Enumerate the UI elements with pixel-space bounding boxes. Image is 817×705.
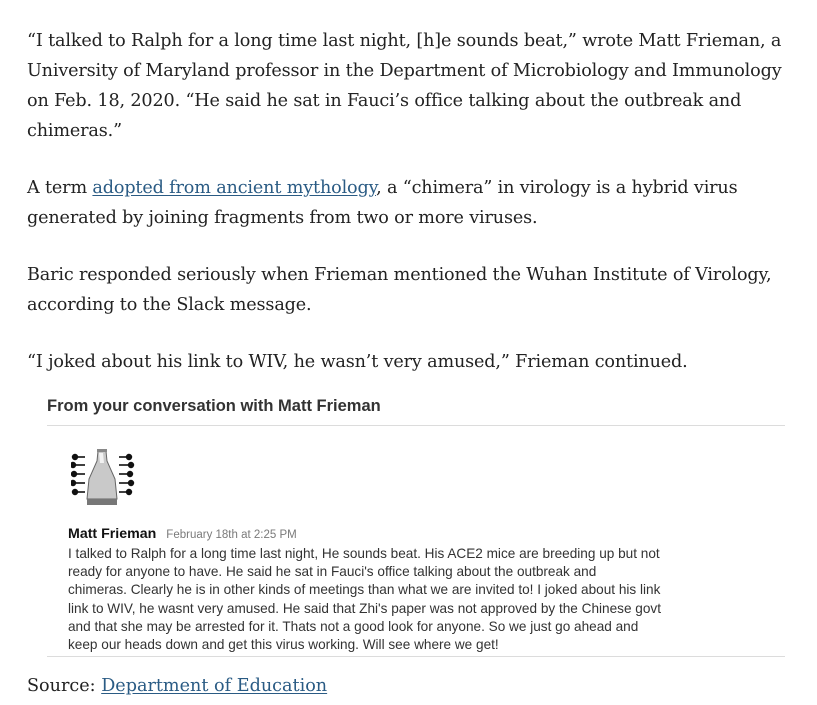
source-link[interactable]: Department of Education — [101, 676, 328, 696]
article-paragraph-1: “I talked to Ralph for a long time last night, [h]e sounds beat,” wrote Matt Frieman, a University of Maryland professor in the Department of Microbiology and Immunology on Feb. 18, 2020. “He said he sat in Fauci’s office talking about the outbreak and chimeras.” — [27, 31, 782, 141]
embed-bottom-divider — [47, 656, 785, 657]
slack-message — [47, 426, 785, 656]
source-label: Source: — [27, 676, 102, 696]
message-author[interactable]: Matt Frieman — [68, 526, 157, 542]
virus-avatar-icon — [71, 449, 135, 507]
paragraph-2-rest: , a “chimera” in virology is a hybrid virus generated by joining fragments from two or more viruses. — [27, 178, 738, 228]
message-header — [68, 525, 297, 543]
mythology-link[interactable]: adopted from ancient mythology — [92, 178, 377, 198]
article-body — [27, 26, 807, 404]
paragraph-2-lead: A term — [27, 178, 93, 198]
slack-message-embed — [47, 389, 785, 657]
source-line — [27, 672, 327, 700]
article-paragraph-3: Baric responded seriously when Frieman mentioned the Wuhan Institute of Virology, according to the Slack message. — [27, 265, 772, 315]
article-paragraph-2 — [27, 173, 807, 233]
message-timestamp: February 18th at 2:25 PM — [166, 529, 297, 541]
message-text: I talked to Ralph for a long time last night, He sounds beat. His ACE2 mice are breeding up but not ready for anyone to have. He said he sat in Fauci's office talking about the outbreak and chimeras. Clearly he is in other kinds of meetings than what we are invited to! I joked about his link link to WIV, he wasnt very amused. He said that Zhi's paper was not approved by the Chinese govt and that she may be arrested for it. Thats not a good look for anyone. So we just go ahead and keep our heads down and get this virus working. Will see where we get! — [68, 546, 661, 653]
conversation-title: From your conversation with Matt Frieman — [47, 397, 381, 415]
article-paragraph-4: “I joked about his link to WIV, he wasn’t very amused,” Frieman continued. — [27, 352, 688, 372]
